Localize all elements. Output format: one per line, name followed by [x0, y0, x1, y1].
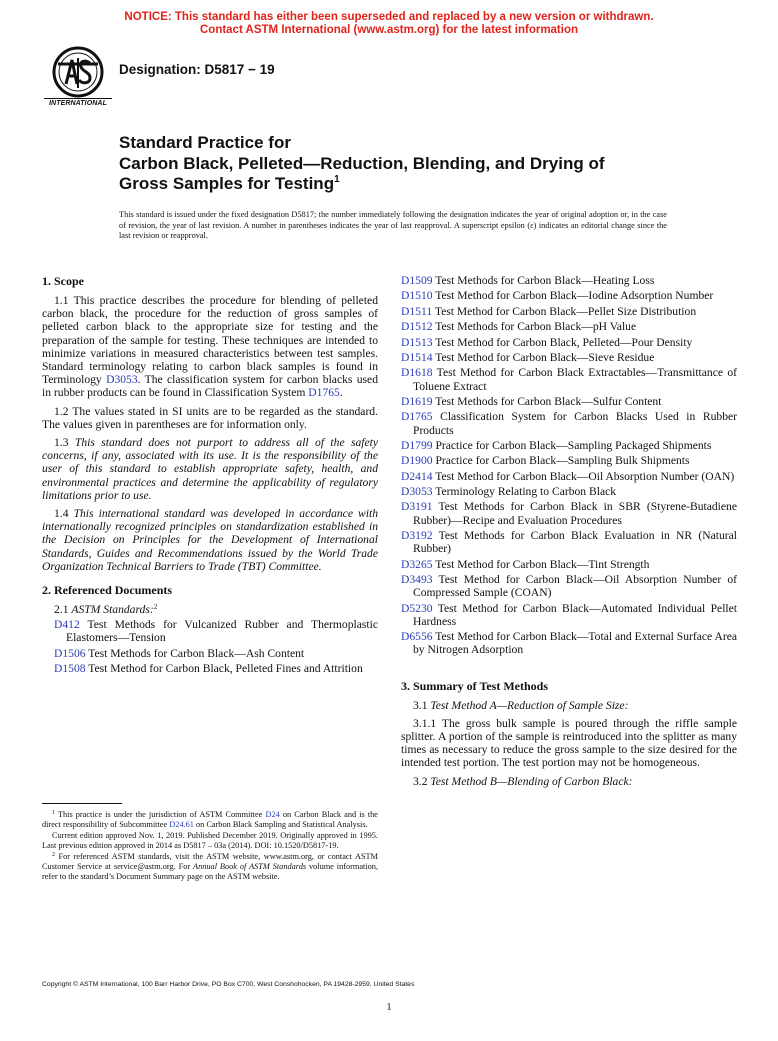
title-footnote-mark: 1	[334, 174, 340, 185]
reference-code-link[interactable]: D1799	[401, 438, 433, 452]
reference-item	[401, 289, 737, 302]
reference-item	[401, 454, 737, 467]
reference-code-link[interactable]: D1619	[401, 394, 433, 408]
footnote-2-italic: Annual Book of ASTM Standards	[193, 862, 307, 871]
footnote-1-mark: 1	[52, 810, 55, 816]
reference-item	[401, 529, 737, 555]
reference-code-link[interactable]: D1511	[401, 304, 433, 318]
designation: Designation: D5817 − 19	[119, 62, 275, 77]
reference-item	[401, 274, 737, 287]
reference-item	[401, 558, 737, 571]
reference-code-link[interactable]: D1508	[54, 662, 86, 676]
summary-para-3-1-1: 3.1.1 The gross bulk sample is poured through the riffle sample splitter. A portion of the sample is reintroduced into the splitter as many times as necessary to reduce the gross sample to the size desired for the intended test portion. The test portion may not be homogeneous.	[401, 716, 737, 770]
footnote-2	[42, 852, 378, 882]
reference-title: Test Methods for Carbon Black—pH Value	[432, 320, 637, 334]
scope-p1-text-c: .	[339, 386, 343, 400]
reference-title: Test Method for Carbon Black Extractables—Transmittance of Toluene Extract	[413, 366, 737, 393]
footnote-edition: Current edition approved Nov. 1, 2019. Published December 2019. Originally approved in 1995. Last previous edition approved in 2014 as D5817 – 03a (2014). DOI: 10.1520/D5817-19.	[42, 831, 378, 850]
reference-title: Test Methods for Carbon Black—Sulfur Content	[432, 394, 662, 408]
reference-title: Test Methods for Carbon Black—Ash Content	[85, 646, 305, 660]
title-line-3	[119, 174, 679, 195]
page-number: 1	[386, 1002, 392, 1013]
footnote-1-text-c: on Carbon Black Sampling and Statistical Analysis.	[193, 820, 368, 829]
reference-code-link[interactable]: D412	[54, 618, 80, 632]
reference-code-link[interactable]: D1512	[401, 320, 433, 334]
summary-3-2-number: 3.2	[413, 774, 431, 788]
reference-code-link[interactable]: D1900	[401, 454, 433, 468]
withdrawal-notice	[0, 11, 778, 37]
footnote-2-text-a: For referenced ASTM standards, visit the ASTM website, www.astm.org, or contact ASTM Customer Service at service@astm.org. For	[42, 852, 378, 871]
reference-code-link[interactable]: D5230	[401, 601, 433, 615]
reference-item	[54, 647, 378, 660]
right-column	[401, 274, 737, 793]
scope-heading: 1. Scope	[42, 274, 84, 288]
footnote-1-text-a: This practice is under the jurisdiction of ASTM Committee	[57, 810, 266, 819]
footnote-2-text-b: volume information, refer to the standard’s Document Summary page on the ASTM website.	[42, 862, 379, 881]
scope-p1-text-a: 1.1 This practice describes the procedure for blending of pelleted carbon black, the procedure for the reduction of gross samples of pelleted carbon black to the appropriate size for testing and the preparation of the sample for testing. These techniques are intended to minimize variations in measured characteristics between test samples. Standard terminology relating to carbon black samples is found in Terminology	[42, 294, 378, 387]
reference-code-link[interactable]: D3192	[401, 529, 433, 543]
title-line-3-text: Gross Samples for Testing	[119, 174, 335, 193]
reference-title: Test Methods for Vulcanized Rubber and Thermoplastic Elastomers—Tension	[66, 618, 378, 645]
issued-note: This standard is issued under the fixed designation D5817; the number immediately following the designation indicates the year of original adoption or, in the case of revision, the year of last revision. A number in parentheses indicates the year of last reapproval. A superscript epsilon (ε) indicates an editorial change since the last revision or reapproval.	[119, 210, 667, 241]
astm-standards-number: 2.1	[54, 603, 72, 617]
reference-item	[401, 395, 737, 408]
scope-para-1-3	[42, 436, 378, 502]
reference-title: Test Method for Carbon Black—Pellet Size Distribution	[432, 304, 697, 318]
reference-title: Test Method for Carbon Black—Automated Individual Pellet Hardness	[413, 601, 737, 628]
reference-title: Test Method for Carbon Black—Sieve Residue	[432, 350, 655, 364]
astm-standards-footnote-mark: 2	[153, 603, 158, 612]
reference-item	[401, 602, 737, 628]
reference-code-link[interactable]: D1514	[401, 350, 433, 364]
reference-item	[401, 410, 737, 436]
copyright-line: Copyright © ASTM International, 100 Barr Harbor Drive, PO Box C700, West Conshohocken, PA 19428-2959. United States	[42, 981, 415, 988]
link-d3053[interactable]: D3053	[106, 373, 138, 387]
footnote-divider	[42, 803, 122, 804]
reference-code-link[interactable]: D3265	[401, 557, 433, 571]
reference-title: Practice for Carbon Black—Sampling Packaged Shipments	[432, 438, 712, 452]
reference-code-link[interactable]: D1513	[401, 335, 433, 349]
reference-code-link[interactable]: D1765	[401, 410, 433, 424]
scope-p3-number: 1.3	[54, 436, 75, 450]
left-column	[42, 274, 378, 678]
reference-title: Test Method for Carbon Black, Pelleted—Pour Density	[432, 335, 693, 349]
summary-heading: 3. Summary of Test Methods	[401, 678, 549, 693]
reference-code-link[interactable]: D1618	[401, 366, 433, 380]
reference-title: Test Method for Carbon Black—Tint Strength	[432, 557, 650, 571]
summary-3-1-text: Test Method A—Reduction of Sample Size:	[430, 698, 629, 712]
summary-3-2-text: Test Method B—Blending of Carbon Black:	[430, 774, 633, 788]
reference-item	[54, 618, 378, 644]
reference-title: Test Methods for Carbon Black—Heating Loss	[432, 274, 655, 287]
astm-standards-subheading	[54, 603, 378, 616]
summary-para-3-1	[401, 699, 737, 712]
reference-item	[401, 500, 737, 526]
reference-code-link[interactable]: D3191	[401, 500, 433, 514]
reference-code-link[interactable]: D1506	[54, 646, 86, 660]
reference-code-link[interactable]: D3053	[401, 485, 433, 499]
reference-item	[401, 630, 737, 656]
reference-item	[401, 573, 737, 599]
logo-international-text: INTERNATIONAL	[44, 98, 112, 107]
reference-code-link[interactable]: D3493	[401, 573, 433, 587]
scope-p4-number: 1.4	[54, 507, 74, 521]
reference-title: Test Method for Carbon Black—Total and External Surface Area by Nitrogen Adsorption	[413, 630, 737, 657]
reference-item	[401, 485, 737, 498]
scope-p4-text: This international standard was developed in accordance with internationally recognized principles on standardization established in the Decision on Principles for the Development of International Standards, Guides and Recommendations issued by the World Trade Organization Technical Barriers to Trade (TBT) Committee.	[42, 507, 378, 573]
reference-item	[401, 336, 737, 349]
reference-code-link[interactable]: D1510	[401, 289, 433, 303]
footnote-2-mark: 2	[52, 852, 55, 858]
reference-code-link[interactable]: D6556	[401, 630, 433, 644]
footnotes	[42, 803, 378, 883]
scope-para-1-4	[42, 507, 378, 573]
footnote-1	[42, 810, 378, 830]
reference-item	[401, 351, 737, 364]
title-line-1: Standard Practice for	[119, 133, 291, 152]
reference-title: Test Method for Carbon Black—Iodine Adsorption Number	[432, 289, 714, 303]
reference-item	[401, 320, 737, 333]
referenced-documents-heading: 2. Referenced Documents	[42, 583, 173, 598]
notice-line-1: NOTICE: This standard has either been superseded and replaced by a new version or withdrawn.	[124, 11, 654, 23]
reference-item	[54, 662, 378, 675]
scope-para-1-2: 1.2 The values stated in SI units are to be regarded as the standard. The values given in parentheses are for information only.	[42, 404, 378, 431]
link-d1765[interactable]: D1765	[308, 386, 340, 400]
astm-logo-mark-icon	[44, 46, 112, 98]
reference-title: Test Method for Carbon Black—Oil Absorption Number of Compressed Sample (COAN)	[413, 573, 737, 600]
reference-item	[401, 439, 737, 452]
footnote-1-text-b: on Carbon Black and is the direct responsibility of Subcommittee	[42, 810, 378, 829]
reference-item	[401, 305, 737, 318]
scope-para-1-1	[42, 294, 378, 400]
astm-standards-label: ASTM Standards:	[71, 603, 154, 617]
scope-p1-text-b: . The classification system for carbon blacks used in rubber products can be found in Classification System	[42, 373, 378, 400]
scope-p3-text: This standard does not purport to address all of the safety concerns, if any, associated with its use. It is the responsibility of the user of this standard to establish appropriate safety, health, and environmental practices and determine the applicability of regulatory limitations prior to use.	[42, 436, 379, 502]
reference-code-link[interactable]: D1509	[401, 274, 433, 287]
notice-line-2: Contact ASTM International (www.astm.org) for the latest information	[199, 24, 579, 36]
link-committee-d24[interactable]: D24	[265, 810, 280, 819]
reference-item	[401, 366, 737, 392]
reference-title: Test Methods for Carbon Black in SBR (Styrene-Butadiene Rubber)—Recipe and Evaluation Procedures	[413, 500, 737, 527]
summary-3-1-number: 3.1	[413, 698, 431, 712]
summary-para-3-2	[401, 775, 737, 788]
reference-list-right	[401, 274, 737, 657]
reference-title: Terminology Relating to Carbon Black	[432, 485, 617, 499]
reference-item	[401, 470, 737, 483]
reference-title: Test Method for Carbon Black, Pelleted Fines and Attrition	[85, 662, 363, 676]
reference-title: Test Methods for Carbon Black Evaluation in NR (Natural Rubber)	[413, 529, 737, 556]
link-subcommittee-d24-61[interactable]: D24.61	[169, 820, 194, 829]
astm-logo	[44, 46, 112, 108]
title-line-2: Carbon Black, Pelleted—Reduction, Blending, and Drying of	[119, 153, 605, 173]
reference-title: Practice for Carbon Black—Sampling Bulk Shipments	[432, 454, 690, 468]
reference-title: Test Method for Carbon Black—Oil Absorption Number (OAN)	[432, 469, 735, 483]
reference-title: Classification System for Carbon Blacks Used in Rubber Products	[413, 410, 737, 437]
reference-code-link[interactable]: D2414	[401, 469, 433, 483]
document-title	[119, 133, 679, 195]
reference-list-left	[42, 618, 378, 675]
